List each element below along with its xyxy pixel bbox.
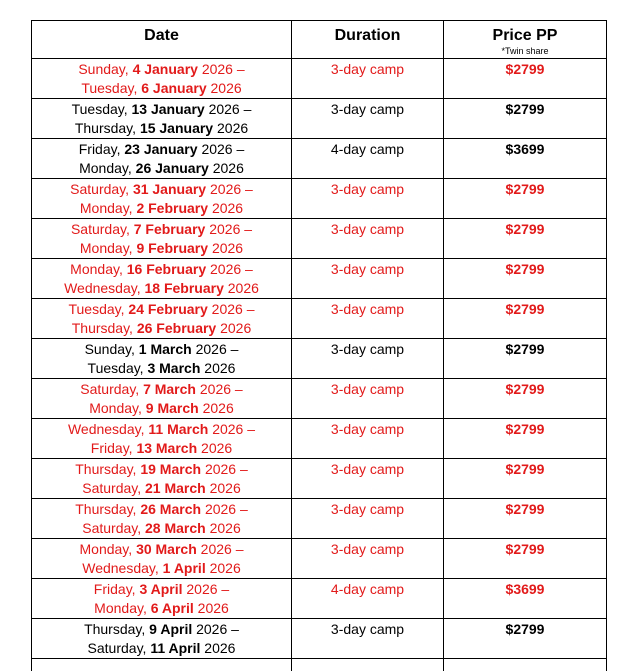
end-date: [32, 319, 291, 338]
date-cell: [32, 619, 292, 659]
table-row: [32, 499, 607, 539]
price-header-label: Price PP: [492, 27, 558, 44]
schedule-body: [32, 59, 607, 671]
date-cell: [32, 539, 292, 579]
year-text: 2026 –: [186, 581, 230, 597]
price-column-header: [444, 21, 607, 59]
year-text: 2026 –: [196, 621, 239, 637]
day-month-text: 21 March: [145, 480, 206, 496]
day-month-text: 2 February: [136, 200, 209, 216]
year-text: 2026 –: [199, 381, 243, 397]
date-cell: [32, 99, 292, 139]
start-date: [32, 420, 291, 439]
weekday-text: Saturday,: [87, 640, 147, 656]
duration-cell: 3-day camp: [292, 219, 444, 259]
table-row: [32, 139, 607, 179]
date-cell: [32, 139, 292, 179]
weekday-text: Wednesday,: [82, 560, 159, 576]
weekday-text: Wednesday,: [64, 280, 141, 296]
year-text: 2026: [209, 480, 241, 496]
table-row: [32, 219, 607, 259]
year-text: 2026 –: [200, 541, 244, 557]
day-month-text: 13 January: [131, 101, 205, 117]
weekday-text: Thursday,: [75, 501, 137, 517]
price-cell: $2799: [444, 499, 607, 539]
weekday-text: Monday,: [70, 261, 123, 277]
end-date: [32, 79, 291, 98]
weekday-text: Tuesday,: [71, 101, 128, 117]
date-cell: [32, 499, 292, 539]
price-cell: $2799: [444, 339, 607, 379]
start-date: [32, 300, 291, 319]
day-month-text: 26 March: [140, 501, 202, 517]
weekday-text: Monday,: [79, 160, 132, 176]
end-date: [32, 639, 291, 658]
price-cell: $2799: [444, 99, 607, 139]
year-text: 2026: [204, 360, 236, 376]
duration-cell: 3-day camp: [292, 419, 444, 459]
date-cell: [32, 179, 292, 219]
weekday-text: Monday,: [79, 240, 133, 256]
table-row: [32, 619, 607, 659]
date-cell: [32, 339, 292, 379]
duration-cell: 3-day camp: [292, 539, 444, 579]
weekday-text: Friday,: [93, 581, 136, 597]
duration-cell: 4-day camp: [292, 579, 444, 619]
start-date: [32, 460, 291, 479]
duration-cell: 3-day camp: [292, 59, 444, 99]
day-month-text: 30 March: [136, 541, 197, 557]
year-text: 2026 –: [209, 221, 253, 237]
weekday-text: Thursday,: [84, 621, 146, 637]
year-text: 2026: [210, 80, 242, 96]
duration-cell: 3-day camp: [292, 259, 444, 299]
table-row: [32, 579, 607, 619]
weekday-text: Tuesday,: [87, 360, 144, 376]
year-text: 2026: [211, 200, 244, 216]
twin-share-note: *Twin share: [501, 46, 549, 56]
year-text: 2026: [211, 240, 244, 256]
day-month-text: 11 April: [150, 640, 201, 656]
end-date: [32, 559, 291, 578]
weekday-text: Monday,: [94, 600, 147, 616]
start-date: [32, 580, 291, 599]
table-row-cut-off: [32, 659, 607, 671]
price-cell: $2799: [444, 219, 607, 259]
day-month-text: 1 March: [138, 341, 192, 357]
duration-column-header: Duration: [292, 21, 444, 59]
table-row: [32, 99, 607, 139]
price-cell: $3699: [444, 139, 607, 179]
price-cell: $2799: [444, 419, 607, 459]
weekday-text: Monday,: [79, 200, 133, 216]
price-cell: $2799: [444, 59, 607, 99]
start-date: [32, 380, 291, 399]
table-row: [32, 179, 607, 219]
year-text: 2026 –: [201, 61, 245, 77]
end-date: [32, 359, 291, 378]
weekday-text: Wednesday,: [67, 421, 145, 437]
year-text: 2026: [227, 280, 259, 296]
weekday-text: Sunday,: [78, 61, 129, 77]
weekday-text: Friday,: [90, 440, 133, 456]
date-cell: [32, 259, 292, 299]
day-month-text: 7 March: [143, 381, 196, 397]
table-row: [32, 339, 607, 379]
day-month-text: 9 March: [145, 400, 199, 416]
date-column-header: Date: [32, 21, 292, 59]
table-row: [32, 539, 607, 579]
end-date: [32, 119, 291, 138]
year-text: 2026: [201, 440, 233, 456]
year-text: 2026: [212, 160, 244, 176]
price-cell: $2799: [444, 459, 607, 499]
table-row: [32, 379, 607, 419]
start-date: [32, 540, 291, 559]
day-month-text: 24 February: [128, 301, 208, 317]
year-text: 2026 –: [204, 501, 248, 517]
duration-cell: 4-day camp: [292, 139, 444, 179]
date-cell: [32, 419, 292, 459]
day-month-text: 18 February: [144, 280, 224, 296]
year-text: 2026: [220, 320, 252, 336]
year-text: 2026: [202, 400, 234, 416]
weekday-text: Friday,: [78, 141, 121, 157]
table-header-row: [32, 21, 607, 59]
table-row: [32, 59, 607, 99]
weekday-text: Saturday,: [82, 480, 142, 496]
date-cell: [32, 59, 292, 99]
duration-cell: 3-day camp: [292, 299, 444, 339]
end-date: [32, 239, 291, 258]
table-row: [32, 259, 607, 299]
date-cell: [32, 299, 292, 339]
end-date: [32, 599, 291, 618]
day-month-text: 28 March: [145, 520, 206, 536]
end-date: [32, 159, 291, 178]
year-text: 2026 –: [210, 261, 253, 277]
year-text: 2026 –: [211, 301, 255, 317]
table-row: [32, 299, 607, 339]
day-month-text: 3 April: [139, 581, 183, 597]
day-month-text: 6 April: [150, 600, 194, 616]
end-date: [32, 439, 291, 458]
start-date: [32, 220, 291, 239]
duration-cell: 3-day camp: [292, 499, 444, 539]
day-month-text: 26 February: [136, 320, 217, 336]
day-month-text: 7 February: [133, 221, 206, 237]
year-text: 2026 –: [208, 101, 252, 117]
price-cell: $3699: [444, 579, 607, 619]
weekday-text: Saturday,: [82, 520, 142, 536]
day-month-text: 26 January: [135, 160, 209, 176]
weekday-text: Sunday,: [84, 341, 135, 357]
date-cell: [32, 579, 292, 619]
date-cell: [32, 459, 292, 499]
year-text: 2026: [217, 120, 249, 136]
start-date: [32, 620, 291, 639]
day-month-text: 19 March: [140, 461, 202, 477]
day-month-text: 16 February: [126, 261, 207, 277]
camp-schedule-table: [31, 20, 607, 671]
year-text: 2026: [209, 560, 241, 576]
start-date: [32, 260, 291, 279]
table-row: [32, 459, 607, 499]
table-row: [32, 419, 607, 459]
year-text: 2026 –: [212, 421, 256, 437]
weekday-text: Tuesday,: [81, 80, 138, 96]
weekday-text: Thursday,: [71, 320, 133, 336]
date-cell: [32, 219, 292, 259]
empty-cell: [292, 659, 444, 671]
start-date: [32, 340, 291, 359]
day-month-text: 9 February: [136, 240, 209, 256]
weekday-text: Saturday,: [70, 181, 130, 197]
year-text: 2026: [204, 640, 236, 656]
weekday-text: Saturday,: [80, 381, 140, 397]
price-cell: $2799: [444, 619, 607, 659]
duration-cell: 3-day camp: [292, 379, 444, 419]
day-month-text: 3 March: [147, 360, 201, 376]
day-month-text: 13 March: [136, 440, 198, 456]
price-cell: $2799: [444, 379, 607, 419]
day-month-text: 6 January: [141, 80, 207, 96]
weekday-text: Monday,: [79, 541, 133, 557]
start-date: [32, 140, 291, 159]
duration-cell: 3-day camp: [292, 459, 444, 499]
weekday-text: Saturday,: [70, 221, 130, 237]
end-date: [32, 399, 291, 418]
day-month-text: 23 January: [124, 141, 198, 157]
day-month-text: 9 April: [149, 621, 193, 637]
price-cell: $2799: [444, 179, 607, 219]
end-date: [32, 279, 291, 298]
duration-cell: 3-day camp: [292, 99, 444, 139]
price-cell: $2799: [444, 259, 607, 299]
start-date: [32, 100, 291, 119]
weekday-text: Monday,: [89, 400, 142, 416]
weekday-text: Thursday,: [74, 120, 137, 136]
end-date: [32, 199, 291, 218]
year-text: 2026 –: [195, 341, 239, 357]
start-date: [32, 60, 291, 79]
day-month-text: 4 January: [132, 61, 198, 77]
date-cell: [32, 379, 292, 419]
duration-cell: 3-day camp: [292, 619, 444, 659]
year-text: 2026 –: [201, 141, 245, 157]
year-text: 2026: [197, 600, 229, 616]
end-date: [32, 519, 291, 538]
year-text: 2026 –: [204, 461, 248, 477]
duration-cell: 3-day camp: [292, 339, 444, 379]
price-cell: $2799: [444, 539, 607, 579]
empty-cell: [32, 659, 292, 671]
day-month-text: 1 April: [162, 560, 206, 576]
day-month-text: 11 March: [148, 421, 209, 437]
year-text: 2026 –: [210, 181, 253, 197]
start-date: [32, 500, 291, 519]
day-month-text: 31 January: [132, 181, 207, 197]
price-cell: $2799: [444, 299, 607, 339]
weekday-text: Tuesday,: [68, 301, 125, 317]
empty-cell: [444, 659, 607, 671]
end-date: [32, 479, 291, 498]
weekday-text: Thursday,: [75, 461, 137, 477]
duration-cell: 3-day camp: [292, 179, 444, 219]
start-date: [32, 180, 291, 199]
year-text: 2026: [209, 520, 241, 536]
day-month-text: 15 January: [139, 120, 214, 136]
